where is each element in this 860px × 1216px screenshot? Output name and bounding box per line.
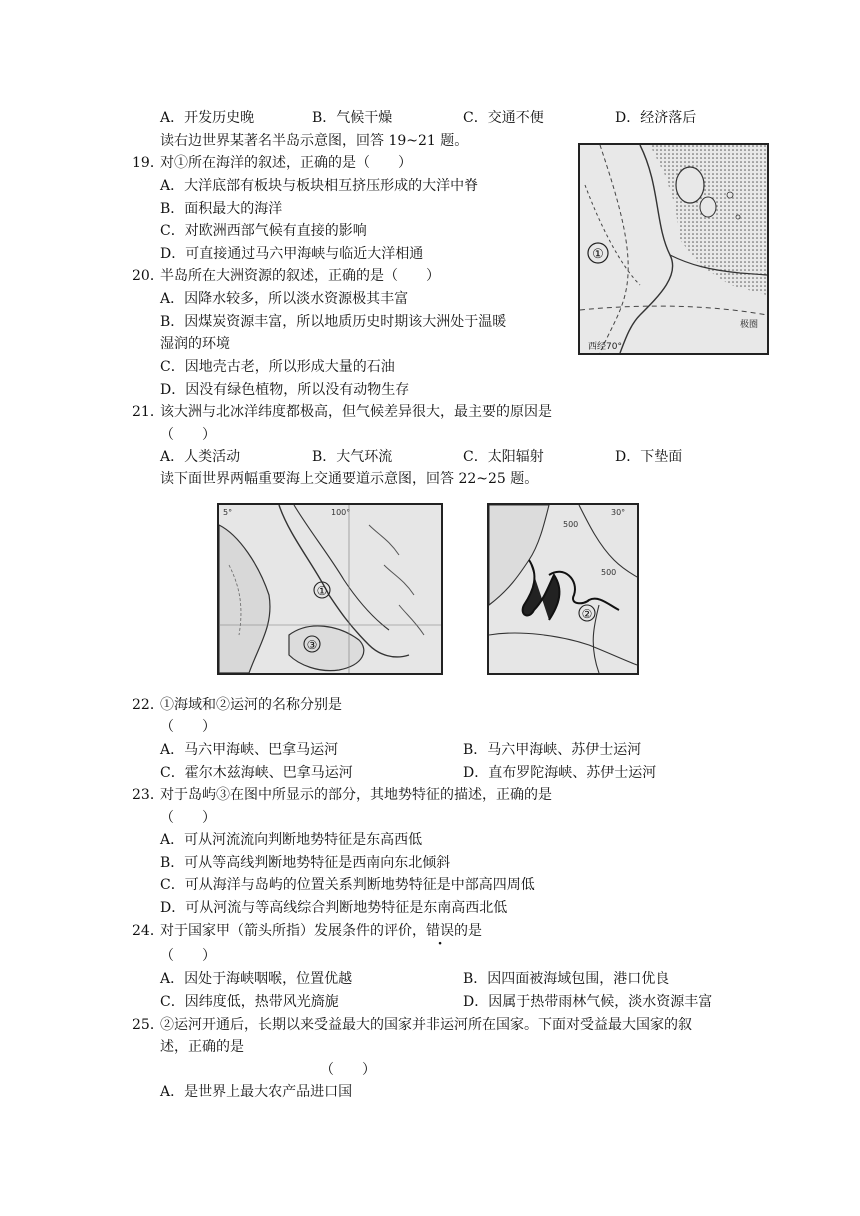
q20-option-c: C．因地壳古老，所以形成大量的石油 — [160, 359, 395, 375]
q25-stem-cont: 述，正确的是 — [160, 1039, 244, 1055]
map2-strait-label: ① — [316, 584, 328, 598]
q23-option-c: C．可从海洋与岛屿的位置关系判断地势特征是中部高四周低 — [160, 877, 535, 893]
intro-19-21: 读右边世界某著名半岛示意图，回答 19~21 题。 — [160, 133, 469, 149]
q18-option-d: D．经济落后 — [615, 110, 697, 126]
q25-option-a: A．是世界上最大农产品进口国 — [160, 1084, 353, 1100]
q19-stem: 对①所在海洋的叙述，正确的是（ ） — [160, 155, 412, 171]
map3-contour-label-2: 500 — [601, 568, 617, 577]
q22-option-b: B．马六甲海峡、苏伊士运河 — [463, 742, 642, 758]
q22-option-a: A．马六甲海峡、巴拿马运河 — [160, 742, 339, 758]
peninsula-map — [578, 143, 769, 355]
canal-map-drawing — [489, 505, 637, 673]
q22-stem: ①海域和②运河的名称分别是 — [160, 697, 342, 713]
q24-option-b: B．因四面被海域包围，港口优良 — [463, 971, 670, 987]
q24-stem-post: 的是 — [454, 923, 482, 939]
q24-option-d: D．因属于热带雨林气候，淡水资源丰富 — [463, 994, 713, 1010]
q19-option-b: B．面积最大的海洋 — [160, 201, 283, 217]
q20-stem: 半岛所在大洲资源的叙述，正确的是（ ） — [160, 268, 440, 284]
map2-island-label: ③ — [306, 638, 318, 652]
map3-canal-label: ② — [581, 607, 593, 621]
q22-option-d: D．直布罗陀海峡、苏伊士运河 — [463, 765, 657, 781]
q24-stem-pre: 对于国家甲（箭头所指）发展条件的评价， — [160, 923, 426, 939]
q21-option-c: C．太阳辐射 — [463, 449, 544, 465]
q18-option-c: C．交通不便 — [463, 110, 544, 126]
q21-number: 21． — [132, 404, 164, 420]
q22-number: 22． — [132, 697, 164, 713]
q25-stem: ②运河开通后，长期以来受益最大的国家并非运河所在国家。下面对受益最大国家的叙 — [160, 1017, 692, 1033]
q19-number: 19． — [132, 155, 164, 171]
q23-paren: （ ） — [160, 810, 216, 826]
q23-number: 23． — [132, 787, 164, 803]
q21-stem: 该大洲与北冰洋纬度都极高，但气候差异很大，最主要的原因是 — [160, 404, 552, 420]
q23-option-d: D．可从河流与等高线综合判断地势特征是东南高西北低 — [160, 900, 508, 916]
q23-option-b: B．可从等高线判断地势特征是西南向东北倾斜 — [160, 855, 451, 871]
q18-option-b: B．气候干燥 — [312, 110, 393, 126]
strait-map — [217, 503, 443, 675]
intro-22-25: 读下面世界两幅重要海上交通要道示意图，回答 22~25 题。 — [160, 471, 539, 487]
q23-stem: 对于岛屿③在图中所显示的部分，其地势特征的描述，正确的是 — [160, 787, 552, 803]
q20-number: 20． — [132, 268, 164, 284]
map3-lon-label: 30° — [611, 508, 626, 517]
map1-longitude-label: 西经70° — [588, 342, 622, 352]
map1-ocean-label: ① — [592, 247, 604, 262]
q24-option-a: A．因处于海峡咽喉，位置优越 — [160, 971, 353, 987]
q21-paren: （ ） — [160, 427, 216, 443]
q20-option-b: B．因煤炭资源丰富，所以地质历史时期该大洲处于温暖 — [160, 314, 507, 330]
map3-contour-label-1: 500 — [563, 520, 579, 529]
q22-paren: （ ） — [160, 719, 216, 735]
q20-option-b-cont: 湿润的环境 — [160, 336, 230, 352]
q24-option-c: C．因纬度低，热带风光旖旎 — [160, 994, 339, 1010]
map2-lon-label: 100° — [331, 508, 351, 517]
peninsula-map-drawing — [580, 145, 767, 353]
q25-number: 25． — [132, 1017, 164, 1033]
q20-option-a: A．因降水较多，所以淡水资源极其丰富 — [160, 291, 409, 307]
q18-option-a: A．开发历史晚 — [160, 110, 255, 126]
q19-option-d: D．可直接通过马六甲海峡与临近大洋相通 — [160, 246, 424, 262]
canal-map — [487, 503, 639, 675]
q21-option-d: D．下垫面 — [615, 449, 683, 465]
q19-option-a: A．大洋底部有板块与板块相互挤压形成的大洋中脊 — [160, 178, 479, 194]
map1-circle-label: 极圈 — [740, 320, 759, 330]
q24-number: 24． — [132, 923, 164, 939]
q25-paren: （ ） — [320, 1062, 376, 1078]
map2-lat-label: 5° — [223, 508, 233, 517]
q24-stem-emphasis: 错误 — [426, 923, 454, 939]
strait-map-drawing — [219, 505, 441, 673]
q24-stem — [160, 920, 482, 942]
q19-option-c: C．对欧洲西部气候有直接的影响 — [160, 223, 367, 239]
q21-option-a: A．人类活动 — [160, 449, 241, 465]
q22-option-c: C．霍尔木兹海峡、巴拿马运河 — [160, 765, 353, 781]
q21-option-b: B．大气环流 — [312, 449, 393, 465]
q24-paren: （ ） — [160, 948, 216, 964]
q23-option-a: A．可从河流流向判断地势特征是东高西低 — [160, 832, 423, 848]
q20-option-d: D．因没有绿色植物，所以没有动物生存 — [160, 382, 410, 398]
